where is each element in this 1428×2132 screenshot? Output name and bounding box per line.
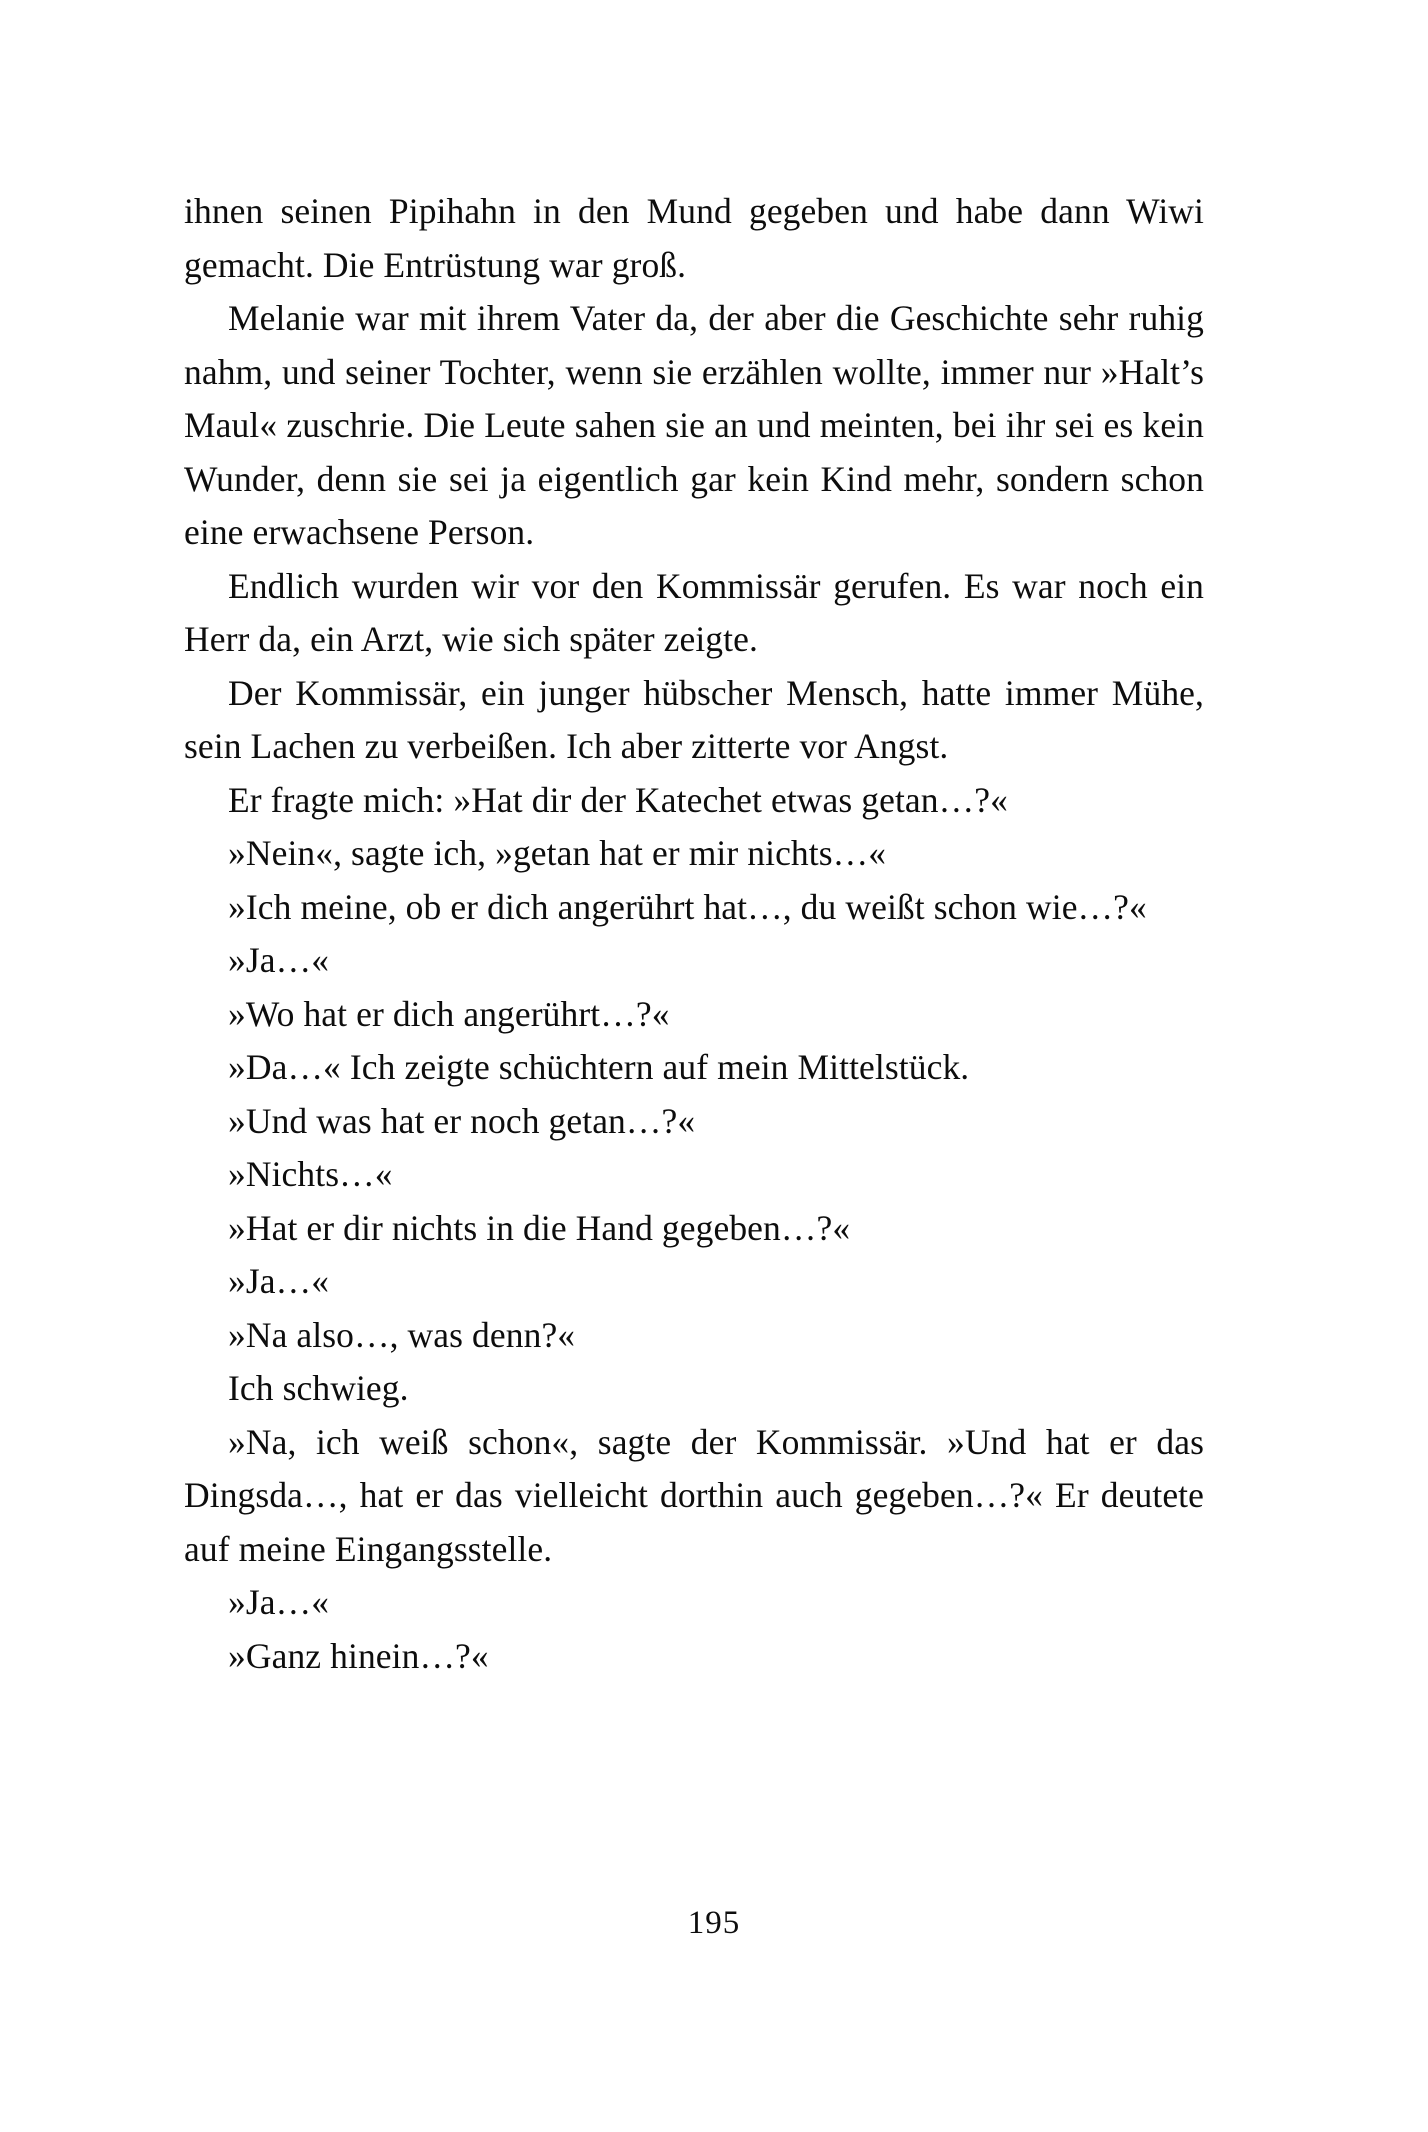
paragraph: »Wo hat er dich angerührt…?« xyxy=(228,993,670,1034)
paragraph: »Nichts…« xyxy=(228,1154,393,1194)
paragraph: ihnen seinen Pipihahn in den Mund gegeben und habe dann Wiwi gemacht. Die Entrüstung war groß. xyxy=(184,191,1204,285)
paragraph: »Na, ich weiß schon«, sagte der Kommissär. »Und hat er das Dingsda…, hat er das vielleicht dorthin auch gegeben…?« Er deutete auf meine Eingangsstelle. xyxy=(184,1421,1204,1569)
paragraph: Endlich wurden wir vor den Kommissär gerufen. Es war noch ein Herr da, ein Arzt, wie sich später zeigte. xyxy=(184,565,1204,659)
paragraph: Ich schwieg. xyxy=(228,1368,409,1408)
paragraph: »Ganz hinein…?« xyxy=(228,1635,489,1676)
paragraph: »Ja…« xyxy=(228,1582,330,1622)
paragraph: »Na also…, was denn?« xyxy=(228,1314,576,1355)
paragraph: »Ja…« xyxy=(228,940,330,980)
paragraph: Er fragte mich: »Hat dir der Katechet etwas getan…?« xyxy=(228,779,1008,820)
paragraph: »Ich meine, ob er dich angerührt hat…, du weißt schon wie…?« xyxy=(228,886,1147,927)
paragraph: »Da…« Ich zeigte schüchtern auf mein Mittelstück. xyxy=(228,1047,970,1087)
page-number: 195 xyxy=(687,1905,741,1941)
paragraph: »Hat er dir nichts in die Hand gegeben…?« xyxy=(228,1207,851,1248)
paragraph: »Ja…« xyxy=(228,1261,330,1301)
paragraph: »Und was hat er noch getan…?« xyxy=(228,1100,696,1141)
paragraph: Der Kommissär, ein junger hübscher Mensch, hatte immer Mühe, sein Lachen zu verbeißen. Ich aber zitterte vor Angst. xyxy=(184,672,1204,766)
paragraph: »Nein«, sagte ich, »getan hat er mir nichts…« xyxy=(228,833,887,873)
page-text-block xyxy=(184,185,1204,1683)
page-folio xyxy=(0,1905,1428,1942)
paragraph: Melanie war mit ihrem Vater da, der aber die Geschichte sehr ruhig nahm, und seiner Tochter, wenn sie erzählen wollte, immer nur »Halt’s Maul« zuschrie. Die Leute sahen sie an und meinten, bei ihr sei es kein Wunder, denn sie sei ja eigentlich gar kein Kind mehr, sondern schon eine erwachsene Person. xyxy=(184,298,1204,552)
